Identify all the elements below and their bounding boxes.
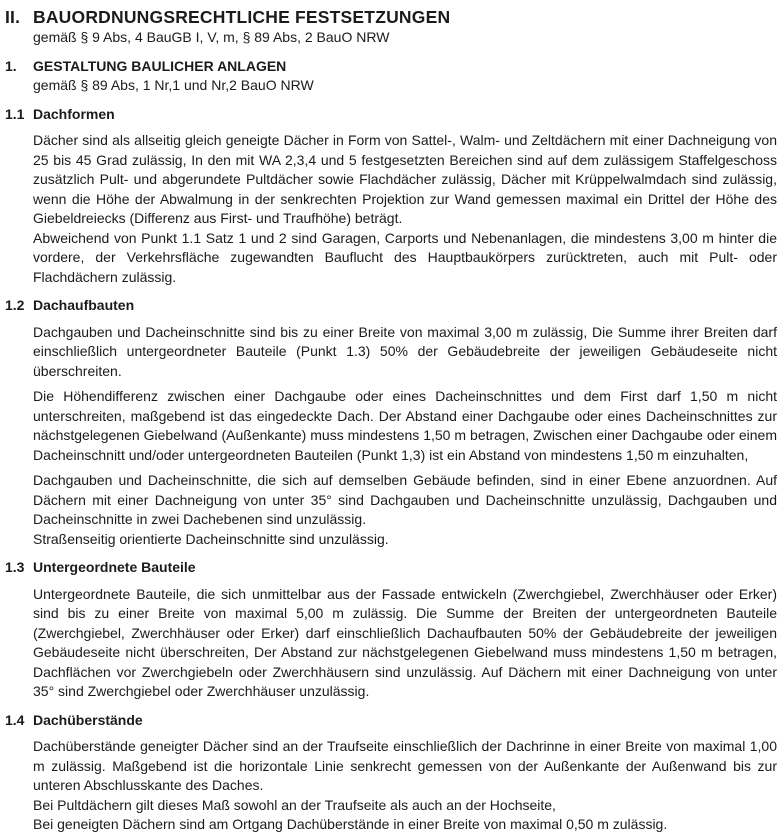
section-number: 1.4 (5, 711, 25, 728)
title-legal-reference: gemäß § 9 Abs, 4 BauGB I, V, m, § 89 Abs, 2 BauO NRW (33, 29, 390, 45)
title-number: II. (5, 7, 21, 27)
section-1-2 (5, 296, 777, 549)
paragraph: Bei geneigten Dächern sind am Ortgang Dachüberstände in einer Breite von maximal 0,50 m zulässig. (33, 816, 668, 832)
section-legal-reference: gemäß § 89 Abs, 1 Nr,1 und Nr,2 BauO NRW (33, 77, 314, 93)
section-heading: Dachüberstände (33, 711, 143, 728)
section-heading: Dachaufbauten (33, 297, 135, 313)
document-title: BAUORDNUNGSRECHTLICHE FESTSETZUNGEN (33, 7, 451, 27)
paragraph: Die Höhendifferenz zwischen einer Dachgaube oder eines Dacheinschnittes und dem First darf 1,50 m nicht unterschreiten, maßgebend ist das eingedeckte Dach. Der Abstand einer Dachgaube oder eines Dacheinschnittes zur nächstgelegenen Giebelwand (Außenkante) muss mindestens 1,50 m betragen, Zwischen einer Dachgaube oder einem Dacheinschnitt und/oder untergeordneten Bauteilen (Punkt 1,3) ist ein Abstand von mindestens 1,50 m einzuhalten, (33, 388, 777, 463)
paragraph: Abweichend von Punkt 1.1 Satz 1 und 2 sind Garagen, Carports und Nebenanlagen, die mindestens 3,00 m hinter die vordere, der Verkehrsfläche zugewandten Bauflucht des Hauptbaukörpers zurücktreten, auch mit Pult- oder Flachdächern zulässig. (33, 229, 777, 285)
section-1-1 (5, 105, 777, 288)
paragraph: Straßenseitig orientierte Dacheinschnitte sind unzulässig. (33, 530, 389, 547)
paragraph: Dachgauben und Dacheinschnitte, die sich auf demselben Gebäude befinden, sind in einer Ebene anzuordnen. Auf Dächern mit einer Dachneigung von unter 35° sind Dachgauben und Dacheinschnitte unzulässig, Dachgauben und Dacheinschnitte in zwei Dachebenen sind unzulässig. (33, 472, 777, 527)
section-number: 1. (5, 57, 17, 74)
paragraph: Untergeordnete Bauteile, die sich unmittelbar aus der Fassade entwickeln (Zwerchgiebel, Zwerchhäuser oder Erker) sind bis zu einer Breite von maximal 5,00 m zulässig. Die Summe der Breiten der untergeordneten Bauteile (Zwerchgiebel, Zwerchhäuser oder Erker) darf einschließlich Dachaufbauten 50% der Gebäudebreite der jeweiligen Gebäudeseite nicht überschreiten, Der Abstand zur nächstgelegenen Giebelwand muss mindestens 1,50 m betragen, Dachflächen vor Zwerchgiebeln oder Zwerchhäusern sind unzulässig. Auf Dächern mit einer Dachneigung von unter 35° sind Zwerchgiebel oder Zwerchhäuser unzulässig. (33, 585, 777, 699)
paragraph: Bei Pultdächern gilt dieses Maß sowohl an der Traufseite als auch an der Hochseite, (33, 796, 556, 813)
section-heading: Dachformen (33, 105, 115, 122)
section-heading: GESTALTUNG BAULICHER ANLAGEN (33, 57, 287, 74)
section-1-4 (5, 711, 777, 835)
paragraph: Dächer sind als allseitig gleich geneigte Dächer in Form von Sattel-, Walm- und Zeltdächern mit einer Dachneigung von 25 bis 45 Grad zulässig, In den mit WA 2,3,4 und 5 festgesetzten Bereichen sind auf dem zulässigem Staffelgeschoss zusätzlich Pult- und abgerundete Pultdächer sowie Flachdächer zulässig, Dächer mit Krüppelwalmdach sind zulässig, wenn die Höhe der Abwalmung in der senkrechten Projektion zur Wand gemessen maximal ein Drittel der Höhe des Giebeldreiecks (Differenz aus First- und Traufhöhe) beträgt. (33, 132, 777, 226)
section-number: 1.2 (5, 297, 25, 313)
paragraph: Dachgauben und Dacheinschnitte sind bis zu einer Breite von maximal 3,00 m zulässig, Die Summe ihrer Breiten darf einschließlich untergeordneter Bauteile (Punkt 1.3) 50% der Gebäudebreite der jeweiligen Gebäudeseite nicht überschreiten. (33, 323, 777, 379)
section-number: 1.1 (5, 105, 25, 122)
section-1 (5, 57, 777, 96)
section-1-3 (5, 558, 777, 702)
document-title-block (5, 6, 777, 48)
section-heading: Untergeordnete Bauteile (33, 559, 196, 575)
section-number: 1.3 (5, 559, 25, 575)
paragraph: Dachüberstände geneigter Dächer sind an der Traufseite einschließlich der Dachrinne in einer Breite von maximal 1,00 m zulässig. Maßgebend ist die horizontale Linie senkrecht gemessen von der Außenkante der Außenwand bis zur unteren Abschlusskante des Daches. (33, 738, 777, 793)
